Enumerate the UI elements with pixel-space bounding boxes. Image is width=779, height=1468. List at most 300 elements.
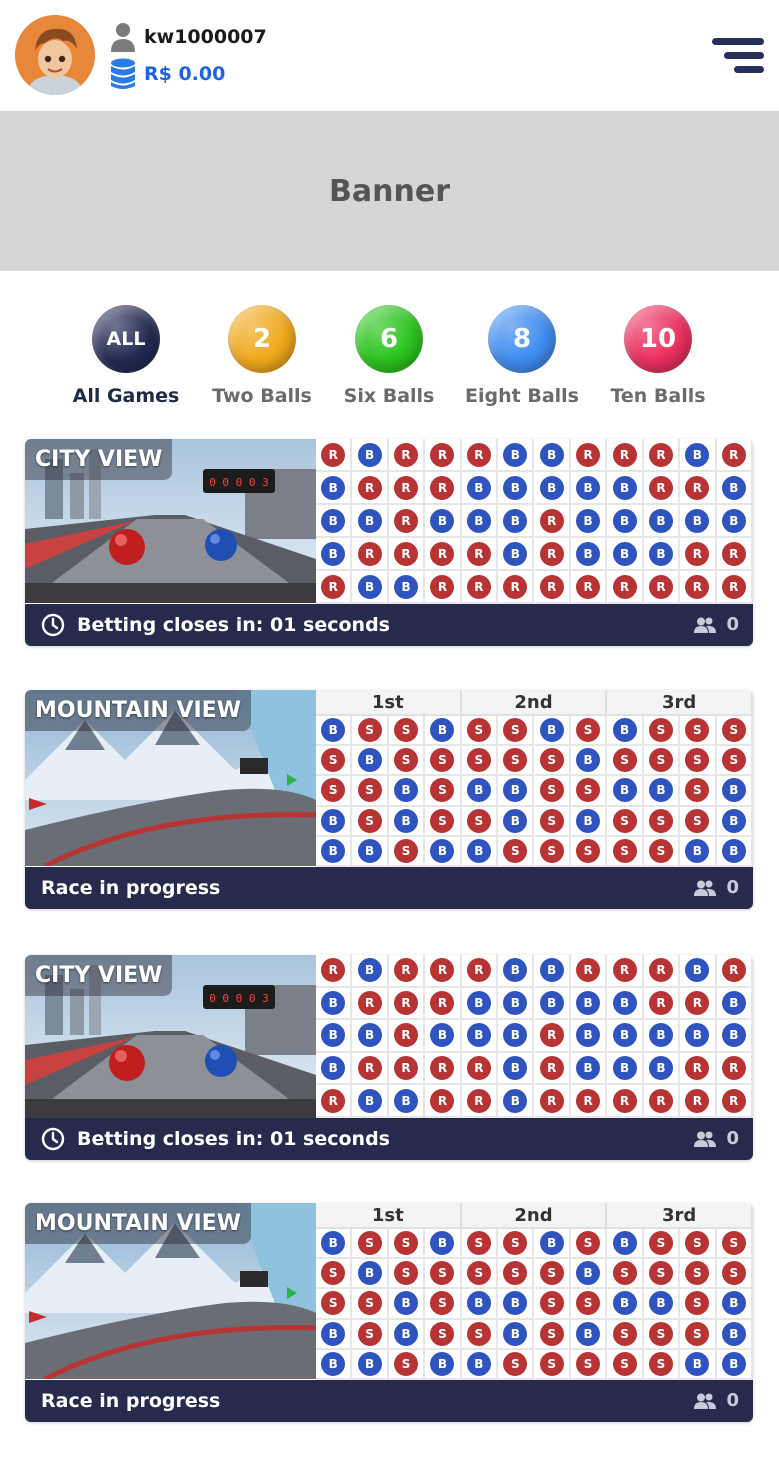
result-ball: S [540, 748, 564, 772]
result-cell [571, 505, 607, 538]
result-ball: S [503, 1261, 527, 1285]
result-cell [316, 439, 352, 472]
game-status-bar [25, 867, 753, 909]
result-cell [389, 1020, 425, 1053]
result-ball: B [503, 1322, 527, 1346]
result-cell [352, 716, 388, 746]
result-ball: S [576, 1352, 600, 1376]
result-cell [462, 1320, 498, 1350]
result-cell [316, 505, 352, 538]
result-ball: R [430, 958, 454, 982]
result-ball: B [358, 1261, 382, 1285]
result-cell [498, 1320, 534, 1350]
result-cell [352, 1320, 388, 1350]
result-ball: B [576, 509, 600, 533]
result-ball: R [394, 958, 418, 982]
result-ball: B [358, 1023, 382, 1047]
result-ball: S [722, 1261, 746, 1285]
result-cell [644, 472, 680, 505]
result-cell [535, 776, 571, 806]
result-ball: S [685, 1231, 709, 1255]
result-ball: B [394, 1322, 418, 1346]
result-ball: R [467, 1056, 491, 1080]
result-ball: S [394, 1261, 418, 1285]
result-cell [680, 538, 716, 571]
result-cell [535, 716, 571, 746]
result-ball: S [321, 1291, 345, 1315]
result-cell [389, 538, 425, 571]
result-ball: R [430, 476, 454, 500]
result-cell [498, 1259, 534, 1289]
result-ball: S [576, 839, 600, 863]
result-cell [717, 988, 753, 1021]
result-cell [571, 776, 607, 806]
result-ball: S [503, 839, 527, 863]
result-ball: B [649, 509, 673, 533]
result-cell [352, 1053, 388, 1086]
result-cell [680, 1289, 716, 1319]
result-cell [462, 1085, 498, 1118]
result-cell [462, 1020, 498, 1053]
result-cell [680, 746, 716, 776]
result-ball: S [430, 778, 454, 802]
player-count-value: 0 [726, 1128, 739, 1149]
result-cell [352, 988, 388, 1021]
result-cell [535, 1289, 571, 1319]
result-cell [535, 1020, 571, 1053]
user-info [110, 22, 267, 52]
result-cell [462, 538, 498, 571]
result-ball: S [540, 1322, 564, 1346]
result-ball: S [467, 809, 491, 833]
result-cell [607, 472, 643, 505]
game-filter-bar [0, 305, 779, 415]
result-cell [389, 955, 425, 988]
result-ball: S [685, 1261, 709, 1285]
result-cell [717, 538, 753, 571]
result-cell [607, 955, 643, 988]
result-cell [644, 776, 680, 806]
result-ball: B [358, 443, 382, 467]
result-ball: S [467, 718, 491, 742]
result-cell [462, 571, 498, 604]
users-icon [694, 1131, 716, 1147]
result-cell [462, 988, 498, 1021]
game-status-bar [25, 1380, 753, 1422]
place-header: 3rd [607, 1203, 753, 1229]
player-count-value: 0 [726, 1390, 739, 1411]
result-cell [571, 571, 607, 604]
result-cell [535, 571, 571, 604]
result-cell [462, 1259, 498, 1289]
result-ball: S [649, 1261, 673, 1285]
filter-badge: 6 [355, 305, 423, 373]
result-ball: S [540, 839, 564, 863]
result-cell [535, 1085, 571, 1118]
game-card[interactable] [25, 1203, 753, 1422]
result-ball: R [576, 958, 600, 982]
game-thumbnail [25, 690, 316, 867]
result-cell [462, 505, 498, 538]
result-cell [389, 505, 425, 538]
result-ball: B [394, 778, 418, 802]
result-ball: R [467, 1089, 491, 1113]
result-cell [571, 1289, 607, 1319]
result-ball: B [321, 1023, 345, 1047]
result-ball: S [613, 1261, 637, 1285]
result-ball: S [358, 1231, 382, 1255]
svg-text:0 0 0 0 3: 0 0 0 0 3 [209, 992, 269, 1005]
result-ball: B [503, 1089, 527, 1113]
result-ball: B [503, 991, 527, 1015]
result-ball: R [467, 443, 491, 467]
player-count [694, 877, 739, 898]
result-cell [535, 439, 571, 472]
filter-label: Two Balls [212, 385, 312, 407]
result-ball: B [321, 809, 345, 833]
result-cell [352, 837, 388, 867]
filter-eight-balls[interactable] [452, 305, 592, 407]
result-cell [425, 716, 461, 746]
result-ball: B [321, 509, 345, 533]
result-ball: B [613, 542, 637, 566]
result-cell [571, 807, 607, 837]
result-ball: B [503, 1023, 527, 1047]
results-grid [316, 955, 753, 1118]
result-ball: B [467, 778, 491, 802]
filter-label: Ten Balls [610, 385, 706, 407]
game-thumbnail [25, 439, 316, 604]
result-ball: S [613, 1322, 637, 1346]
result-ball: S [467, 1322, 491, 1346]
result-cell [498, 746, 534, 776]
result-cell [498, 807, 534, 837]
result-cell [680, 1320, 716, 1350]
result-cell [316, 472, 352, 505]
result-cell [717, 807, 753, 837]
promo-banner[interactable] [0, 111, 779, 271]
result-cell [607, 505, 643, 538]
result-cell [462, 955, 498, 988]
result-ball: B [613, 991, 637, 1015]
game-status-text: Betting closes in: 01 seconds [77, 614, 390, 636]
result-cell [680, 776, 716, 806]
result-ball: R [430, 542, 454, 566]
result-cell [498, 716, 534, 746]
result-ball: B [394, 1089, 418, 1113]
result-ball: R [321, 958, 345, 982]
result-ball: R [394, 443, 418, 467]
result-ball: R [321, 575, 345, 599]
result-cell [316, 571, 352, 604]
result-ball: S [321, 748, 345, 772]
result-ball: B [503, 542, 527, 566]
result-ball: S [649, 1322, 673, 1346]
result-ball: B [394, 1291, 418, 1315]
result-cell [607, 1020, 643, 1053]
result-ball: B [685, 509, 709, 533]
result-ball: B [576, 1261, 600, 1285]
result-ball: S [540, 1261, 564, 1285]
result-cell [680, 1020, 716, 1053]
result-cell [352, 1085, 388, 1118]
result-cell [680, 1259, 716, 1289]
result-ball: S [394, 1352, 418, 1376]
result-ball: S [685, 718, 709, 742]
result-ball: R [722, 575, 746, 599]
filter-label: All Games [72, 385, 180, 407]
result-ball: R [467, 542, 491, 566]
result-ball: R [430, 443, 454, 467]
result-cell [644, 1020, 680, 1053]
filter-ten-balls[interactable] [588, 305, 728, 407]
result-ball: S [503, 748, 527, 772]
result-cell [717, 1020, 753, 1053]
result-cell [352, 1259, 388, 1289]
result-ball: S [540, 1352, 564, 1376]
filter-two-balls[interactable] [192, 305, 332, 407]
result-cell [571, 1085, 607, 1118]
result-cell [717, 837, 753, 867]
result-ball: B [576, 476, 600, 500]
result-ball: S [649, 1231, 673, 1255]
result-cell [316, 776, 352, 806]
result-ball: R [613, 575, 637, 599]
result-ball: S [722, 1231, 746, 1255]
result-cell [462, 472, 498, 505]
result-cell [425, 807, 461, 837]
result-cell [425, 1350, 461, 1380]
result-ball: R [540, 1056, 564, 1080]
result-ball: B [540, 476, 564, 500]
result-ball: S [685, 748, 709, 772]
result-cell [644, 746, 680, 776]
result-ball: B [685, 958, 709, 982]
result-cell [389, 746, 425, 776]
result-cell [644, 837, 680, 867]
result-cell [352, 955, 388, 988]
result-ball: S [576, 1231, 600, 1255]
result-ball: S [613, 748, 637, 772]
result-cell [462, 1289, 498, 1319]
result-ball: S [685, 778, 709, 802]
result-cell [644, 1259, 680, 1289]
result-cell [644, 439, 680, 472]
result-cell [425, 1320, 461, 1350]
result-ball: S [430, 748, 454, 772]
result-cell [535, 505, 571, 538]
player-count [694, 1128, 739, 1149]
result-cell [571, 1320, 607, 1350]
game-title: MOUNTAIN VIEW [25, 690, 251, 731]
result-cell [316, 955, 352, 988]
result-cell [498, 538, 534, 571]
result-ball: B [321, 1056, 345, 1080]
result-cell [462, 716, 498, 746]
result-cell [316, 716, 352, 746]
game-card[interactable] [25, 439, 753, 646]
filter-badge: 10 [624, 305, 692, 373]
result-ball: S [430, 1322, 454, 1346]
result-ball: R [358, 1056, 382, 1080]
result-ball: R [722, 542, 746, 566]
result-cell [535, 837, 571, 867]
result-cell [389, 472, 425, 505]
game-title: CITY VIEW [25, 439, 172, 480]
result-cell [535, 1053, 571, 1086]
result-cell [352, 1350, 388, 1380]
result-ball: R [576, 1089, 600, 1113]
balance-info [110, 58, 225, 90]
result-cell [680, 716, 716, 746]
result-ball: R [613, 443, 637, 467]
svg-text:0 0 0 0 3: 0 0 0 0 3 [209, 476, 269, 489]
result-cell [352, 776, 388, 806]
result-cell [425, 988, 461, 1021]
filter-badge: 2 [228, 305, 296, 373]
result-cell [316, 1020, 352, 1053]
game-card[interactable] [25, 955, 753, 1160]
result-ball: S [467, 1231, 491, 1255]
result-cell [462, 439, 498, 472]
result-ball: B [321, 1352, 345, 1376]
result-ball: S [321, 778, 345, 802]
result-ball: R [649, 575, 673, 599]
result-ball: R [394, 1056, 418, 1080]
filter-six-balls[interactable] [319, 305, 459, 407]
result-ball: B [722, 1352, 746, 1376]
result-cell [316, 1229, 352, 1259]
result-ball: B [540, 718, 564, 742]
result-cell [425, 837, 461, 867]
result-cell [607, 538, 643, 571]
result-cell [535, 807, 571, 837]
result-cell [352, 1289, 388, 1319]
result-ball: S [467, 1261, 491, 1285]
user-avatar[interactable] [15, 15, 95, 95]
result-cell [316, 837, 352, 867]
result-cell [352, 439, 388, 472]
result-cell [352, 472, 388, 505]
result-cell [607, 1289, 643, 1319]
result-ball: S [430, 1291, 454, 1315]
result-cell [425, 1020, 461, 1053]
result-cell [680, 1085, 716, 1118]
result-ball: S [503, 1352, 527, 1376]
result-ball: B [685, 839, 709, 863]
result-ball: B [722, 509, 746, 533]
result-cell [535, 988, 571, 1021]
result-ball: R [685, 476, 709, 500]
result-ball: S [613, 809, 637, 833]
result-cell [535, 1350, 571, 1380]
result-ball: B [467, 991, 491, 1015]
result-ball: S [321, 1261, 345, 1285]
result-ball: B [321, 839, 345, 863]
result-ball: S [467, 748, 491, 772]
result-ball: B [394, 575, 418, 599]
result-ball: R [321, 1089, 345, 1113]
result-ball: R [649, 991, 673, 1015]
game-card[interactable] [25, 690, 753, 909]
player-count-value: 0 [726, 877, 739, 898]
hamburger-menu-icon[interactable] [712, 36, 764, 76]
result-cell [425, 776, 461, 806]
result-cell [425, 571, 461, 604]
result-ball: R [685, 991, 709, 1015]
result-cell [535, 1259, 571, 1289]
place-header: 1st [316, 690, 462, 716]
result-cell [607, 1320, 643, 1350]
result-cell [498, 1289, 534, 1319]
result-cell [680, 439, 716, 472]
result-ball: B [358, 1089, 382, 1113]
filter-all-games[interactable] [56, 305, 196, 407]
result-cell [644, 1320, 680, 1350]
result-cell [644, 807, 680, 837]
filter-badge: 8 [488, 305, 556, 373]
result-cell [425, 1259, 461, 1289]
result-ball: S [358, 809, 382, 833]
result-ball: B [467, 509, 491, 533]
result-ball: B [358, 575, 382, 599]
result-ball: R [503, 575, 527, 599]
result-ball: B [394, 809, 418, 833]
result-ball: B [540, 958, 564, 982]
banner-label: Banner [329, 173, 450, 209]
player-count-value: 0 [726, 614, 739, 635]
place-header: 1st [316, 1203, 462, 1229]
result-cell [680, 505, 716, 538]
result-cell [607, 837, 643, 867]
result-cell [644, 1085, 680, 1118]
result-cell [389, 807, 425, 837]
result-cell [425, 505, 461, 538]
result-cell [425, 1229, 461, 1259]
result-cell [680, 988, 716, 1021]
result-ball: S [394, 748, 418, 772]
result-cell [462, 776, 498, 806]
place-header: 3rd [607, 690, 753, 716]
result-ball: B [722, 991, 746, 1015]
player-count [694, 614, 739, 635]
result-ball: R [685, 1089, 709, 1113]
users-icon [694, 617, 716, 633]
result-ball: R [722, 443, 746, 467]
result-cell [680, 1229, 716, 1259]
result-cell [571, 955, 607, 988]
result-cell [352, 1020, 388, 1053]
result-cell [498, 776, 534, 806]
result-ball: R [394, 991, 418, 1015]
result-ball: B [358, 509, 382, 533]
clock-icon [41, 613, 65, 637]
result-cell [717, 505, 753, 538]
result-ball: S [576, 778, 600, 802]
result-cell [389, 1289, 425, 1319]
result-ball: S [576, 1291, 600, 1315]
result-ball: B [576, 542, 600, 566]
result-ball: R [613, 958, 637, 982]
result-cell [607, 716, 643, 746]
result-ball: B [503, 443, 527, 467]
result-cell [462, 1053, 498, 1086]
result-ball: S [649, 718, 673, 742]
result-cell [498, 505, 534, 538]
result-cell [680, 1053, 716, 1086]
result-ball: S [358, 778, 382, 802]
result-ball: R [722, 958, 746, 982]
